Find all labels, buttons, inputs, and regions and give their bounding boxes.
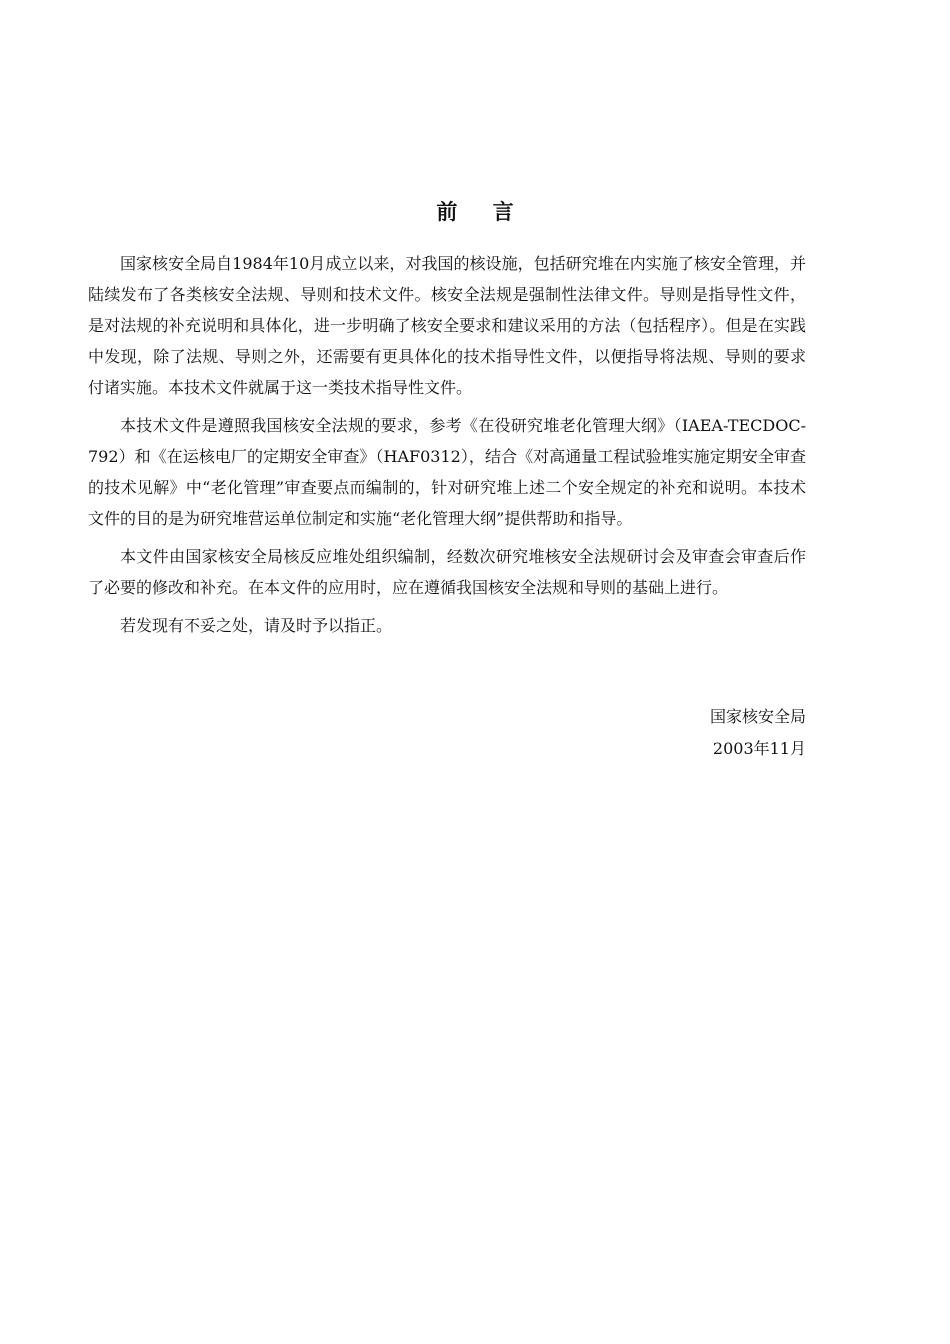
- document-body: [88, 248, 806, 648]
- paragraph-1: 国家核安全局自1984年10月成立以来，对我国的核设施，包括研究堆在内实施了核安全管理，并陆续发布了各类核安全法规、导则和技术文件。核安全法规是强制性法律文件。导则是指导性文件，是对法规的补充说明和具体化，进一步明确了核安全要求和建议采用的方法（包括程序）。但是在实践中发现，除了法规、导则之外，还需要有更具体化的技术指导性文件，以便指导将法规、导则的要求付诸实施。本技术文件就属于这一类技术指导性文件。: [88, 254, 806, 397]
- signature-organization: 国家核安全局: [709, 707, 806, 726]
- paragraph-4: 若发现有不妥之处，请及时予以指正。: [120, 616, 393, 635]
- paragraph-3: 本文件由国家核安全局核反应堆处组织编制，经数次研究堆核安全法规研讨会及审查会审查后作了必要的修改和补充。在本文件的应用时，应在遵循我国核安全法规和导则的基础上进行。: [88, 547, 806, 597]
- signature-date: 2003年11月: [712, 739, 806, 758]
- page-title: 前 言: [436, 200, 528, 224]
- paragraph-2: 本技术文件是遵照我国核安全法规的要求，参考《在役研究堆老化管理大纲》（IAEA-TECDOC-792）和《在运核电厂的定期安全审查》（HAF0312），结合《对高通量工程试验堆实施定期安全审查的技术见解》中“老化管理”审查要点而编制的，针对研究堆上述二个安全规定的补充和说明。本技术文件的目的是为研究堆营运单位制定和实施“老化管理大纲”提供帮助和指导。: [88, 416, 806, 528]
